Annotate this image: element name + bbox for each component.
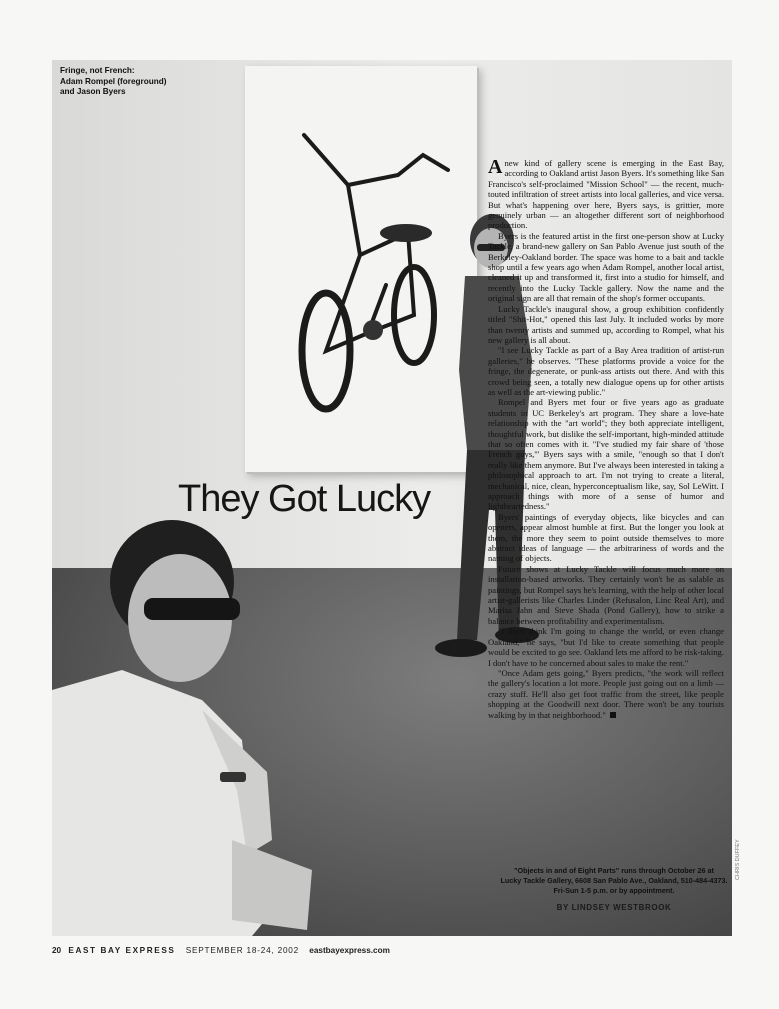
exhibition-info (500, 866, 728, 896)
caption-line: Adam Rompel (foreground) (60, 76, 167, 86)
caption-line: Fringe, not French: (60, 66, 135, 75)
article-paragraph: "Once Adam gets going," Byers predicts, "the work will reflect the gallery's location a lot more. People just going out on a limb — crazy stuff. He'll also get foot traffic from the street, like people shopping at the Goodwill next door. There won't be any tourists walking by in that neighborhood." (488, 667, 724, 720)
article-body (488, 158, 724, 720)
article-paragraph: Rompel and Byers met four or five years ago as graduate students in UC Berkeley's art program. They share a love-hate relationship with the "art world"; they both appreciate intelligent, thoughtful work, but dislike the self-important, high-minded attitude that so often comes with it. "I've studied my fair share of 'those French guys,'" Byers says with a smile, "enough so that I don't really like them anymore. But I've always been interested in taking a philosophical approach to art. I'm not trying to create a literal, mechanical, nice, clean, hyperconceptualism like, say, Sol LeWitt. I approach things with more of a sense of humor and lightheartedness." (488, 397, 724, 512)
issue-date: SEPTEMBER 18-24, 2002 (185, 946, 300, 955)
article-headline: They Got Lucky (178, 478, 431, 520)
info-line: Fri-Sun 1-5 p.m. or by appointment. (553, 886, 675, 895)
article-paragraph: Byers is the featured artist in the first one-person show at Lucky Tackle, a brand-new gallery on San Pablo Avenue just south of the Berkeley-Oakland border. The space was home to a bait and tackle shop until a few years ago when Adam Rompel, another local artist, cleaned it up and transformed it, first into a studio for himself, and recently into the Lucky Tackle gallery. Now the name and the original sign are all that remain of the shop's former occupants. (488, 230, 724, 304)
page-number: 20 (52, 946, 62, 955)
drop-cap: A (488, 156, 503, 178)
author-byline: BY LINDSEY WESTBROOK (556, 903, 672, 912)
publication-url: eastbayexpress.com (309, 946, 390, 955)
article-paragraph: "I don't think I'm going to change the world, or even change Oakland," he says, "but I'd like to create something that people would be excited to go see. Oakland lets me afford to be risk-taking. I don't have to be concerned about sales to make the rent." (488, 626, 724, 668)
article-paragraph: Anew kind of gallery scene is emerging in the East Bay, according to Oakland artist Jason Byers. It's something like San Francisco's self-proclaimed "Mission School" — the recent, much-touted infiltration of street artists into local galleries, and vice versa. But what's happening over here, Byers says, is grittier, more genuinely urban — an altogether different sort of neighborhood production. (488, 156, 724, 231)
info-line: Lucky Tackle Gallery, 6608 San Pablo Ave., Oakland, 510-484-4373. (500, 876, 728, 885)
article-paragraph: Byers' paintings of everyday objects, like bicycles and can openers, appear almost humble at first. But the longer you look at them, the more they seem to point outside themselves to more abstract ideas of language — the arbitrariness of words and the naming of objects. (488, 511, 724, 564)
article-paragraph: "I see Lucky Tackle as part of a Bay Area tradition of artist-run galleries," he observes. "These platforms provide a voice for the fringe, the degenerate, or punk-ass artists out there. And with this crowd being seen, a totally new dialogue opens up for other artists as well as the art-viewing public." (488, 345, 724, 397)
article-paragraph: Lucky Tackle's inaugural show, a group exhibition confidently titled "Shit-Hot," opened this last July. It included works by more than twenty artists and summed up, according to Rompel, what his new gallery is all about. (488, 303, 724, 345)
photo-caption (60, 66, 190, 98)
photo-credit: CHRIS DUFFEY (735, 839, 741, 880)
article-paragraph: Future shows at Lucky Tackle will focus much more on installation-based artworks. They certainly won't be as salable as paintings, but Rompel says he's learning, with the help of other local artist-gallerists like Charles Linder (Refusalon, Linc Real Art), and Marisa Jahn and Steve Shada (Pond Gallery), how to strike a balance between profitability and experimentalism. (488, 563, 724, 626)
page-footer (52, 946, 390, 955)
end-of-article-mark (610, 712, 616, 718)
seated-man-figure (52, 510, 322, 936)
info-line: "Objects in and of Eight Parts" runs through October 26 at (514, 866, 714, 875)
caption-line: and Jason Byers (60, 87, 126, 96)
publication-name: EAST BAY EXPRESS (68, 946, 176, 955)
